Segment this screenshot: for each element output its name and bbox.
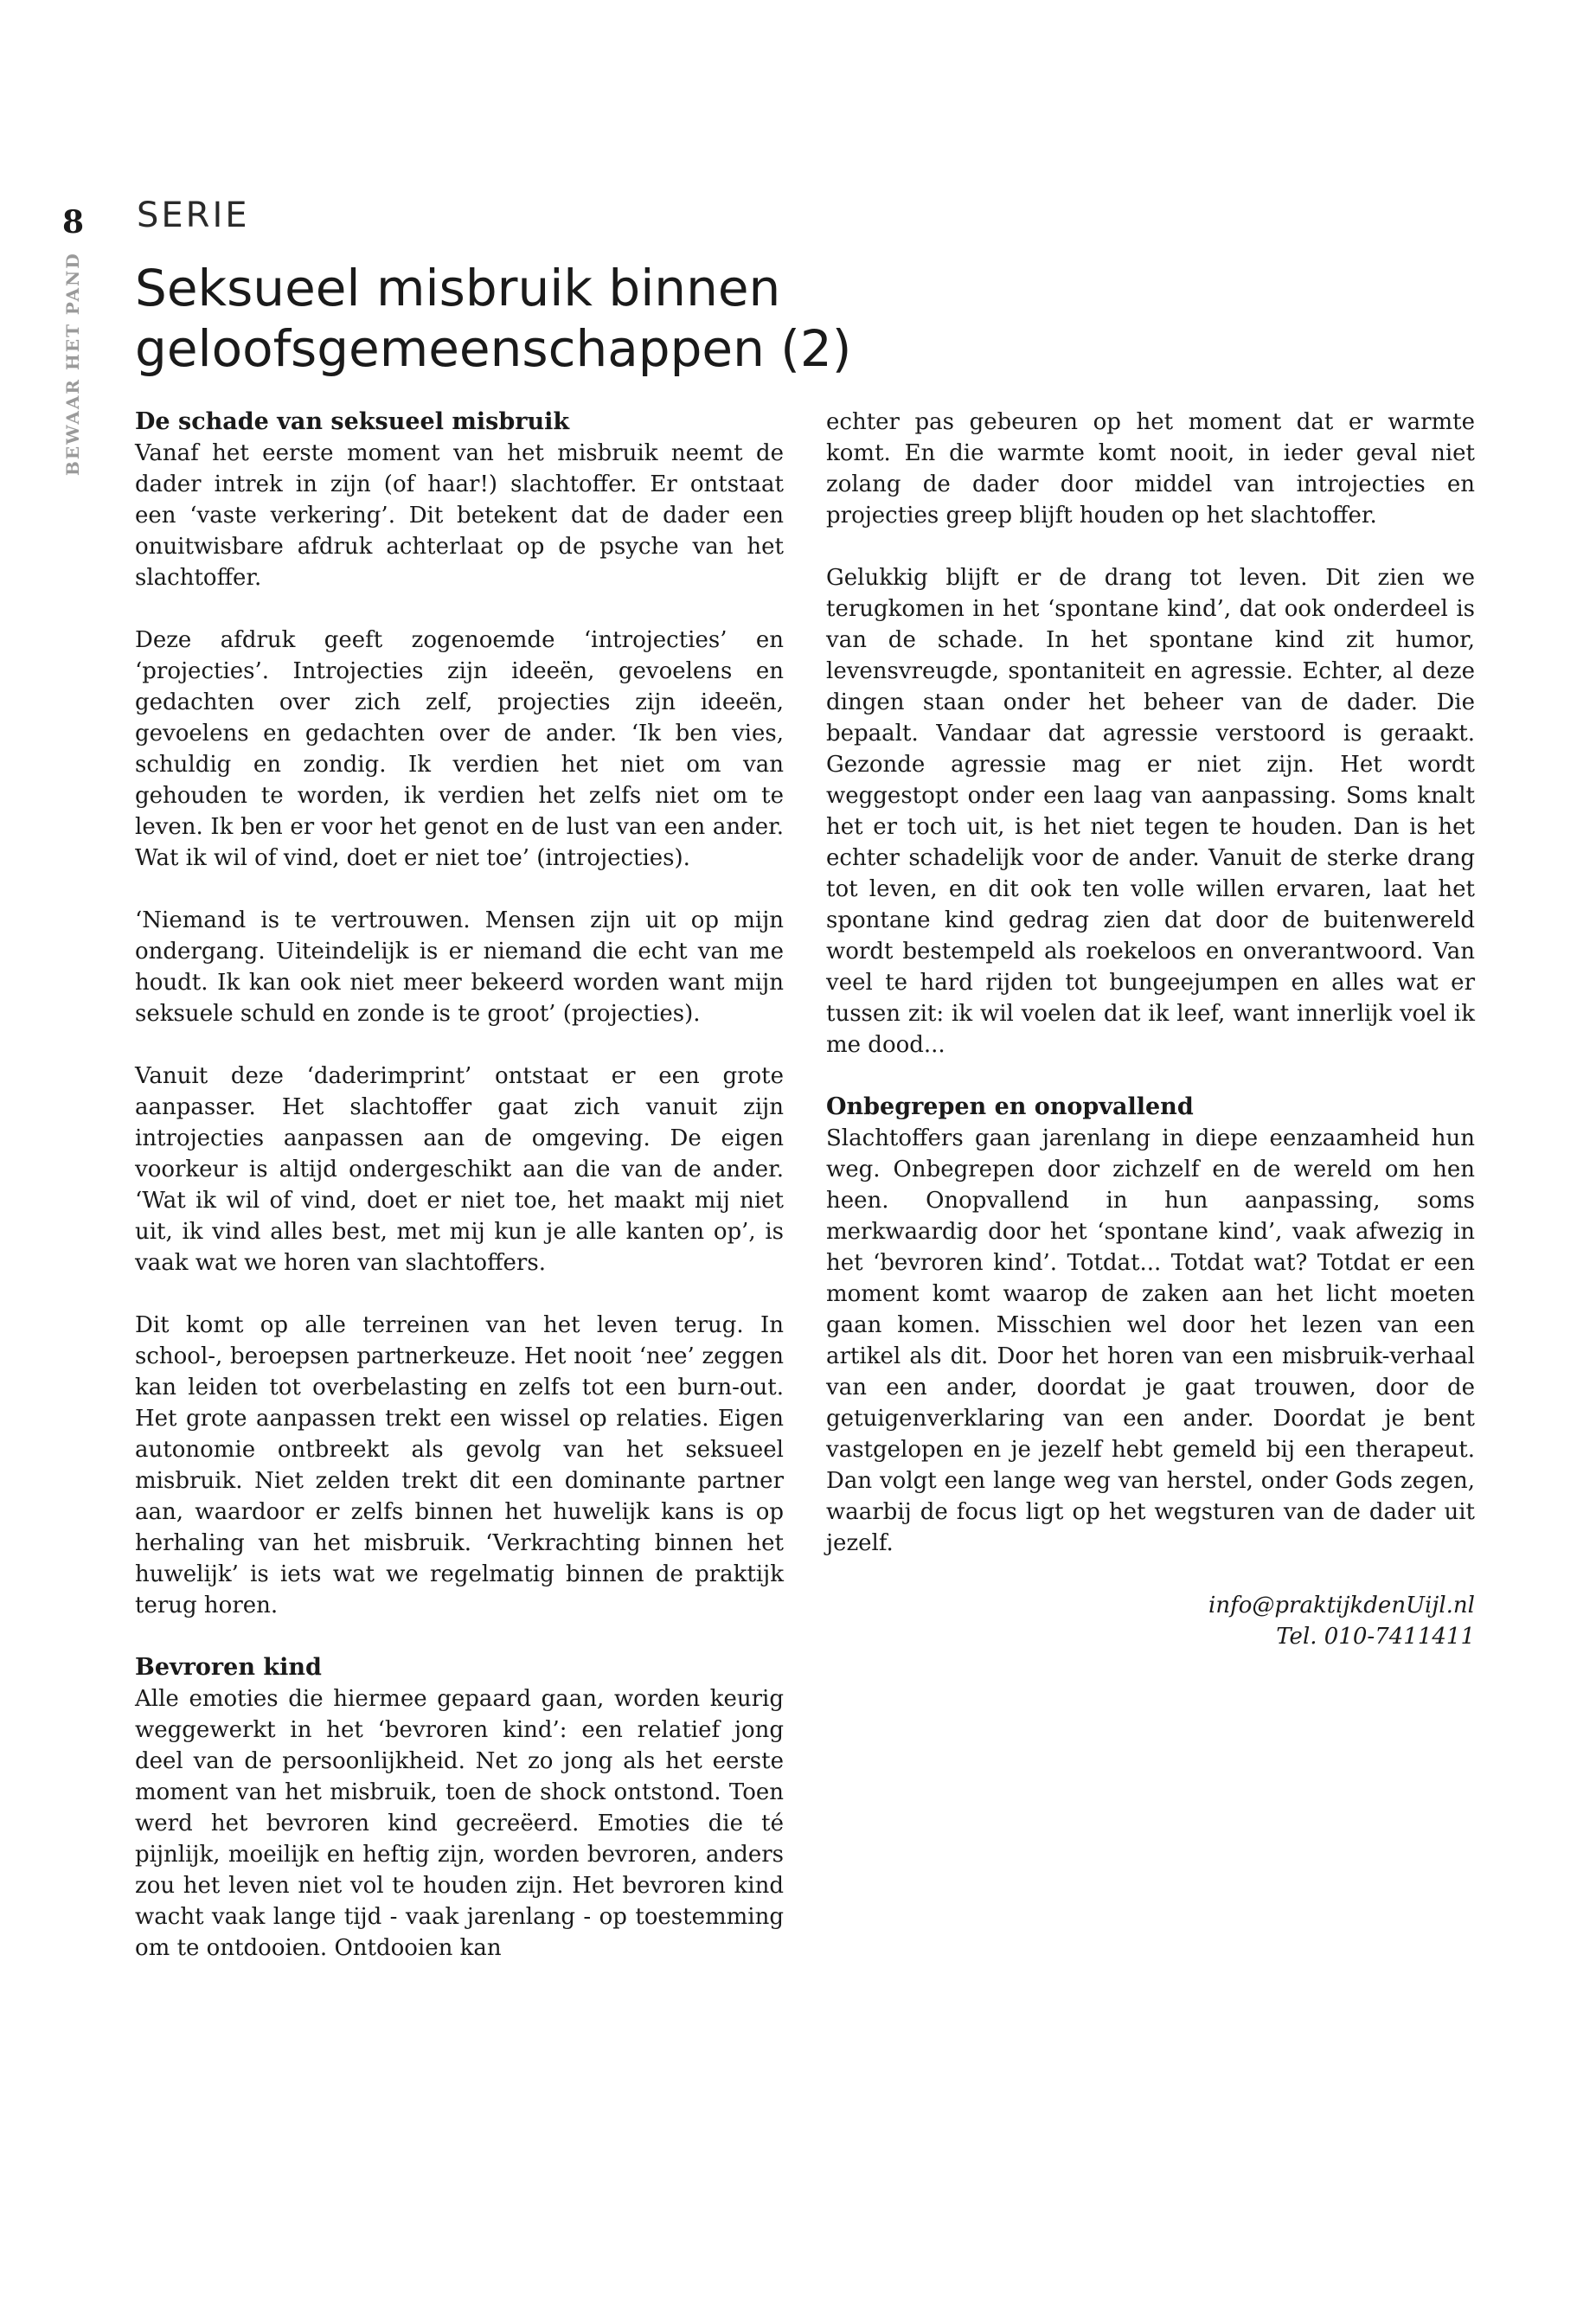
paragraph: Slachtoffers gaan jarenlang in diepe eenzaamheid hun weg. Onbegrepen door zichzelf en de wereld om hen heen. Onopvallend in hun aanpassing, soms merkwaardig door het ‘spontane kind’, vaak afwezig in het ‘bevroren kind’. Totdat... Totdat wat? Totdat er een moment komt waarop de zaken aan het licht moeten gaan komen. Misschien wel door het lezen van een artikel als dit. Door het horen van een misbruik-verhaal van een ander, doordat je gaat trouwen, door de getuigenverklaring van een ander. Doordat je bent vastgelopen en je jezelf hebt gemeld bij een therapeut. Dan volgt een lange weg van herstel, onder Gods zegen, waarbij de focus ligt op het wegsturen van de dader uit jezelf. — [826, 1125, 1475, 1556]
article-title — [135, 258, 1000, 379]
page-number: 8 — [62, 204, 85, 240]
paragraph: Vanaf het eerste moment van het misbruik neemt de dader intrek in zijn (of haar!) slachtoffer. Er ontstaat een ‘vaste verkering’. Dit betekent dat de dader een onuitwisbare afdruk achterlaat op de psyche van het slachtoffer. — [135, 440, 784, 591]
contact-phone: Tel. 010-7411411 — [1276, 1624, 1475, 1650]
paragraph: ‘Niemand is te vertrouwen. Mensen zijn uit op mijn ondergang. Uiteindelijk is er niemand die echt van me houdt. Ik kan ook niet meer bekeerd worden want mijn seksuele schuld en zonde is te groot’ (projecties). — [135, 907, 784, 1027]
section-heading-onbegrepen: Onbegrepen en onopvallend — [826, 1093, 1194, 1120]
paragraph: echter pas gebeuren op het moment dat er warmte komt. En die warmte komt nooit, in ieder geval niet zolang de dader door middel van introjecties en projecties greep blijft houden op het slachtoffer. — [826, 409, 1475, 529]
contact-email[interactable]: info@praktijkdenUijl.nl — [1208, 1593, 1475, 1618]
paragraph: Dit komt op alle terreinen van het leven terug. In school-, beroepsen partnerkeuze. Het nooit ‘nee’ zeggen kan leiden tot overbelasting en zelfs tot een burn-out. Het grote aanpassen trekt een wissel op relaties. Eigen autonomie ontbreekt als gevolg van het seksueel misbruik. Niet zelden trekt dit een dominante partner aan, waardoor er zelfs binnen het huwelijk kans is op herhaling van het misbruik. ‘Verkrachting binnen het huwelijk’ is iets wat we regelmatig binnen de praktijk terug horen. — [135, 1312, 784, 1618]
paragraph: Alle emoties die hiermee gepaard gaan, worden keurig weggewerkt in het ‘bevroren kind’: een relatief jong deel van de persoonlijkheid. Net zo jong als het eerste moment van het misbruik, toen de shock ontstond. Toen werd het bevroren kind gecreëerd. Emoties die té pijnlijk, moeilijk en heftig zijn, worden bevroren, anders zou het leven niet vol te houden zijn. Het bevroren kind wacht vaak lange tijd - vaak jarenlang - op toestemming om te ontdooien. Ontdooien kan — [135, 1686, 784, 1961]
section-heading-bevroren-kind: Bevroren kind — [135, 1654, 322, 1681]
left-column — [135, 407, 784, 1995]
paragraph: Vanuit deze ‘daderimprint’ ontstaat er een grote aanpasser. Het slachtoffer gaat zich vanuit zijn introjecties aanpassen aan de omgeving. De eigen voorkeur is altijd ondergeschikt aan die van de ander. ‘Wat ik wil of vind, doet er niet toe, het maakt mij niet uit, ik vind alles best, met mij kun je alle kanten op’, is vaak wat we horen van slachtoffers. — [135, 1063, 784, 1276]
title-line-1: Seksueel misbruik binnen — [135, 259, 781, 317]
section-heading-schade: De schade van seksueel misbruik — [135, 408, 570, 435]
side-label: BEWAAR HET PAND — [62, 252, 83, 476]
paragraph: Gelukkig blijft er de drang tot leven. Dit zien we terugkomen in het ‘spontane kind’, dat ook onderdeel is van de schade. In het spontane kind zit humor, levensvreugde, spontaniteit en agressie. Echter, al deze dingen staan onder het beheer van de dader. Die bepaalt. Vandaar dat agressie verstoord is geraakt. Gezonde agressie mag er niet zijn. Het wordt weggestopt onder een laag van aanpassing. Soms knalt het er toch uit, is het niet tegen te houden. Dan is het echter schadelijk voor de ander. Vanuit de sterke drang tot leven, en dit ook ten volle willen ervaren, laat het spontane kind gedrag zien dat door de buitenwereld wordt bestempeld als roekeloos en onverantwoord. Van veel te hard rijden tot bungeejumpen en alles wat er tussen zit: ik wil voelen dat ik leef, want innerlijk voel ik me dood... — [826, 565, 1475, 1058]
series-label: SERIE — [137, 195, 250, 235]
right-column — [826, 407, 1475, 1652]
contact-block — [826, 1590, 1475, 1652]
title-line-2: geloofsgemeenschappen (2) — [135, 319, 852, 378]
paragraph: Deze afdruk geeft zogenoemde ‘introjecties’ en ‘projecties’. Introjecties zijn ideeën, gevoelens en gedachten over zich zelf, projecties zijn ideeën, gevoelens en gedachten over de ander. ‘Ik ben vies, schuldig en zondig. Ik verdien het niet om van gehouden te worden, ik verdien het zelfs niet om te leven. Ik ben er voor het genot en de lust van een ander. Wat ik wil of vind, doet er niet toe’ (introjecties). — [135, 627, 784, 871]
